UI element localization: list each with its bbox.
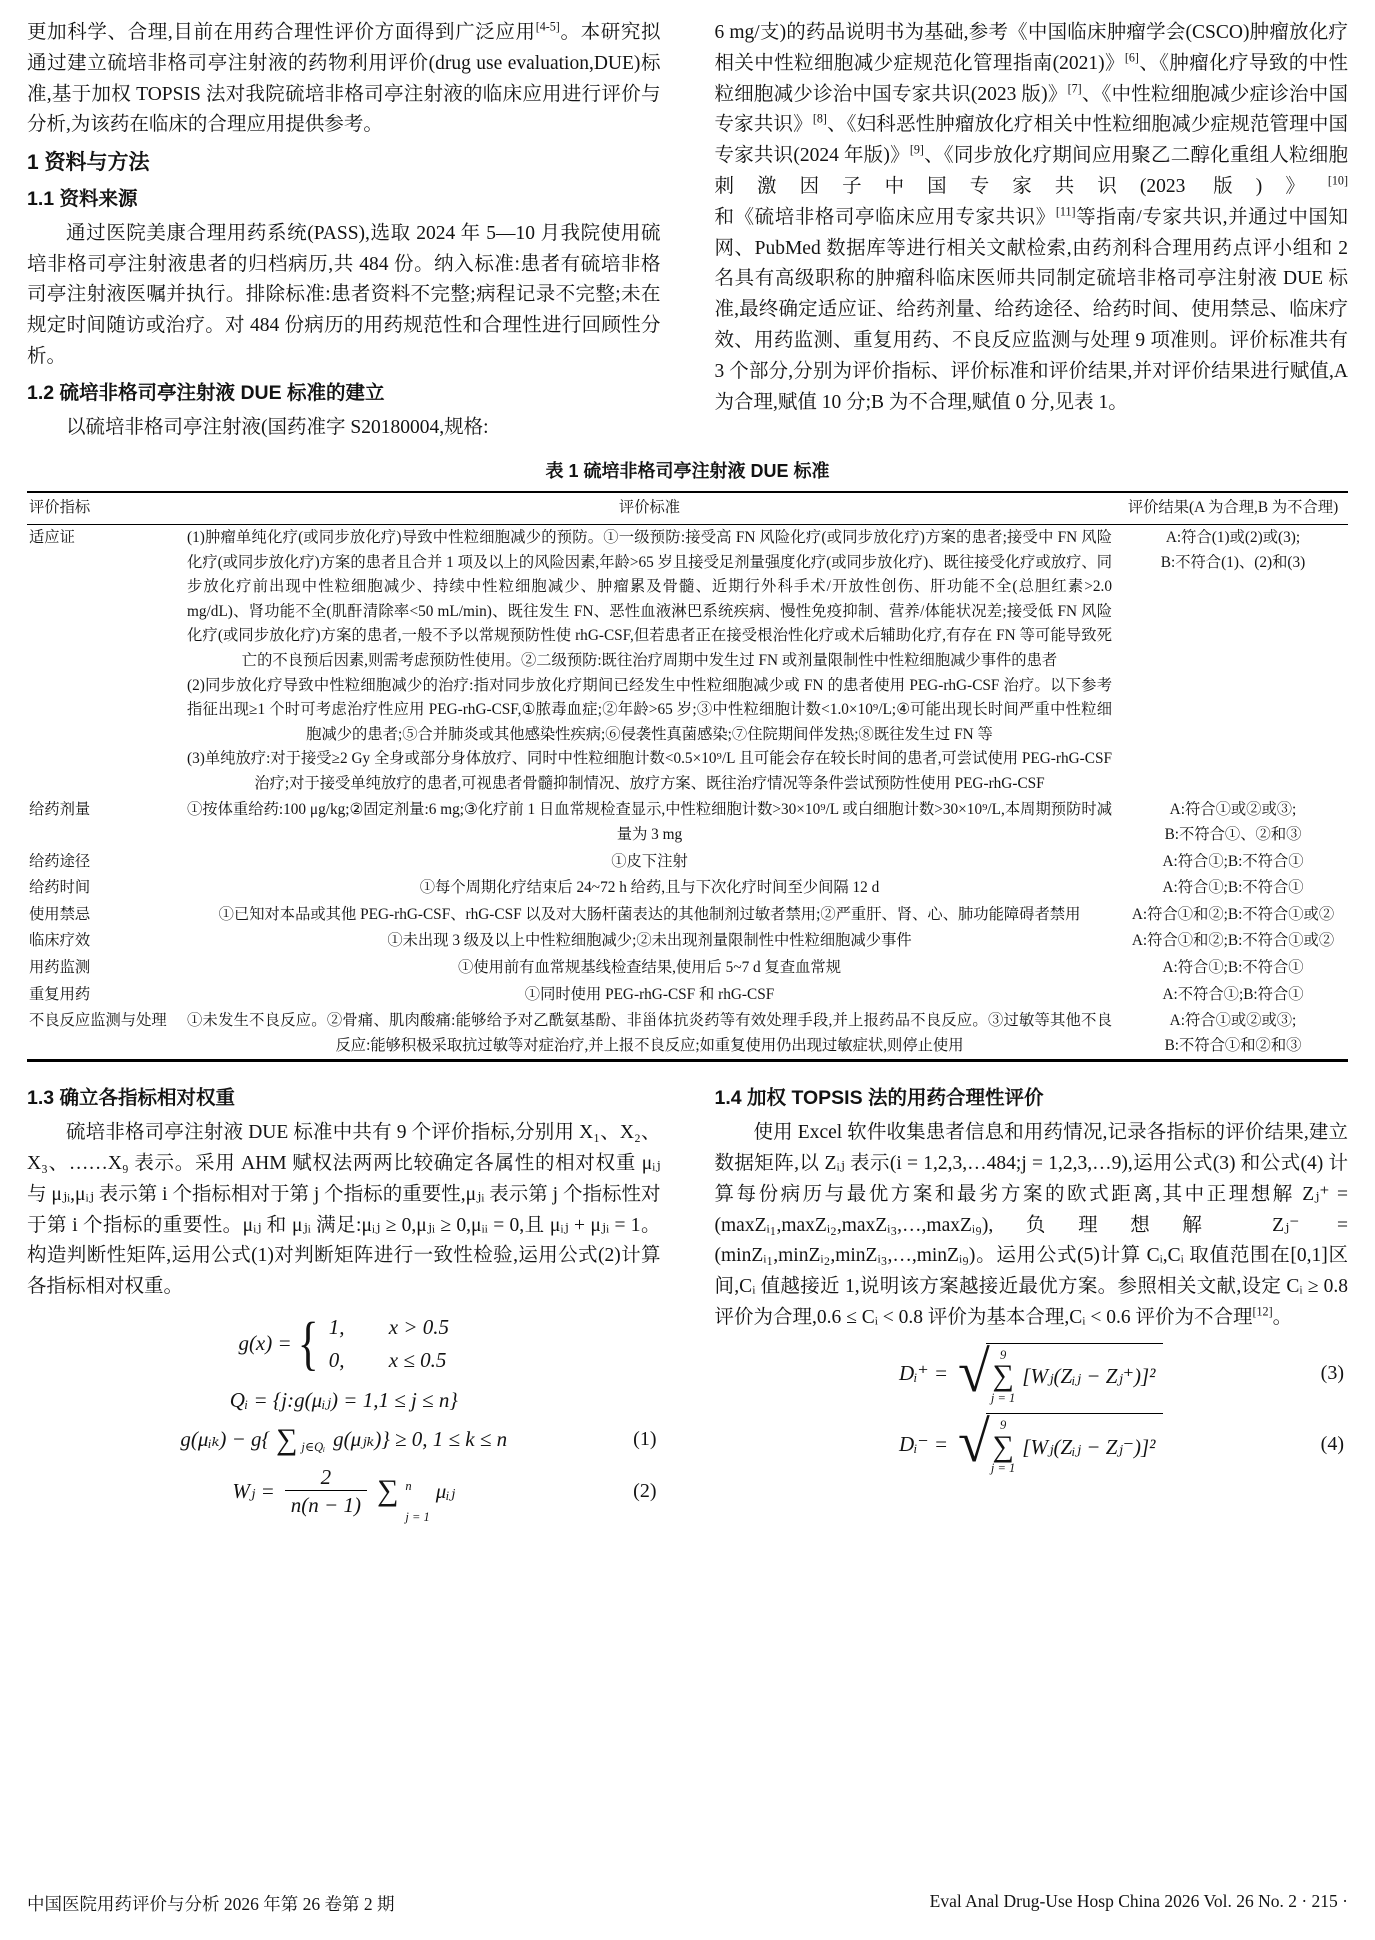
formula-pre: g(μᵢₖ) − g{ [180, 1427, 270, 1452]
criteria-cell [181, 850, 1118, 875]
result-cell [1118, 1009, 1348, 1058]
radicand [986, 1343, 1164, 1405]
right-column [715, 18, 1349, 443]
fraction-denominator: n(n − 1) [285, 1490, 367, 1518]
indicator-cell: 适应证 [29, 528, 75, 546]
formula-1 [27, 1424, 661, 1455]
result-line: A:符合①或②或③; [1169, 1012, 1297, 1030]
criteria-paragraph: ①每个周期化疗结束后 24~72 h 给药,且与下次化疗时间至少间隔 12 d [419, 879, 880, 897]
formula-lhs: Dᵢ⁻ = [899, 1431, 949, 1456]
formula-qi [27, 1385, 661, 1416]
formula-lhs: Dᵢ⁺ = [899, 1361, 949, 1386]
cases-body [329, 1312, 449, 1376]
table-title: 表 1 硫培非格司亭注射液 DUE 标准 [545, 461, 830, 482]
sigma-subscript: j∈Qᵢ [301, 1440, 326, 1455]
criteria-paragraph: ①未出现 3 级及以上中性粒细胞减少;②未出现剂量限制性中性粒细胞减少事件 [387, 932, 912, 950]
criteria-cell [181, 876, 1118, 901]
criteria-paragraph: (2)同步放化疗导致中性粒细胞减少的治疗:指对同步放化疗期间已经发生中性粒细胞减少或 FN 的患者使用 PEG-rhG-CSF 治疗。以下参考指征出现≥1 个时可考虑治疗性应用 PEG-rhG-CSF,①脓毒血症;②年龄>65 岁;③中性粒细胞计数<1.0×10⁹/L;④可能出现长时间严重中性粒细胞减少的患者;⑤合并肺炎或其他感染性疾病;⑥侵袭性真菌感染;⑦住院期间伴发热;⑧既往发生过 FN 等 [187, 676, 1112, 743]
result-line: A:符合①或②或③; [1169, 801, 1297, 819]
result-cell [1118, 798, 1348, 847]
result-line: A:符合(1)或(2)或(3); [1165, 528, 1301, 546]
criteria-paragraph: ①未发生不良反应。②骨痛、肌肉酸痛:能够给予对乙酰氨基酚、非甾体抗炎药等有效处理手段,并上报药品不良反应。③过敏等其他不良反应:能够积极采取抗过敏等对症治疗,并上报不良反应;如重复使用仍出现过敏症状,则停止使用 [187, 1012, 1112, 1054]
result-line: A:符合①;B:不符合① [1162, 879, 1304, 897]
indicator-cell: 重复用药 [29, 985, 91, 1003]
header-result: 评价结果(A 为合理,B 为不合理) [1127, 499, 1339, 517]
result-cell [1118, 526, 1348, 575]
brace-glyph: { [297, 1310, 319, 1377]
radicand [986, 1413, 1164, 1475]
criteria-paragraph: ①同时使用 PEG-rhG-CSF 和 rhG-CSF [524, 985, 775, 1003]
table-row [27, 982, 1348, 1009]
criteria-cell [181, 798, 1118, 847]
footer-journal-cn: 中国医院用药评价与分析 2026 年第 26 卷第 2 期 [27, 1894, 395, 1914]
table-1 [27, 457, 1348, 1062]
result-cell [1118, 929, 1348, 954]
formula-3 [715, 1338, 1349, 1405]
formula-body: Qᵢ = {j:g(μᵢⱼ) = 1,1 ≤ j ≤ n} [229, 1387, 458, 1412]
sigma-upper: 9 [999, 1418, 1007, 1433]
formula-post: g(μⱼₖ)} ≥ 0, 1 ≤ k ≤ n [333, 1427, 508, 1452]
indicator-cell: 给药时间 [29, 879, 91, 897]
section-heading-1-4: 1.4 加权 TOPSIS 法的用药合理性评价 [714, 1087, 1044, 1110]
fraction-numerator: 2 [320, 1465, 332, 1490]
table-row [27, 928, 1348, 955]
formula-block-1-3 [27, 1310, 661, 1525]
table-header-row [27, 493, 1348, 525]
formula-g-cases [27, 1312, 661, 1376]
result-cell [1118, 983, 1348, 1008]
criteria-paragraph: ①按体重给药:100 μg/kg;②固定剂量:6 mg;③化疗前 1 日血常规检查显示,中性粒细胞计数>30×10⁹/L 或白细胞计数>30×10⁹/L,本周期预防时减量为 3 mg [187, 801, 1112, 844]
criteria-cell [181, 526, 1118, 797]
paragraph-weights: 硫培非格司亭注射液 DUE 标准中共有 9 个评价指标,分别用 X₁、X₂、X₃、……X₉ 表示。采用 AHM 赋权法两两比较确定各属性的相对权重 μᵢⱼ 与 μⱼᵢ,μᵢⱼ 表示第 i 个指标相对于第 j 个指标的重要性,μⱼᵢ 表示第 j 个指标性对于第 i 个指标的重要性。μᵢⱼ 和 μⱼᵢ 满足:μᵢⱼ ≥ 0,μⱼᵢ ≥ 0,μᵢᵢ = 0,且 μᵢⱼ + μⱼᵢ = 1。构造判断性矩阵,运用公式(1)对判断矩阵进行一致性检验,运用公式(2)计算各指标相对权重。 [27, 1122, 661, 1298]
case-value: 1, [328, 1315, 345, 1339]
result-cell [1118, 876, 1348, 901]
case-value: 0, [328, 1347, 345, 1372]
table-row [27, 1008, 1348, 1059]
paragraph-topsis: 使用 Excel 软件收集患者信息和用药情况,记录各指标的评价结果,建立数据矩阵,以 Zᵢⱼ 表示(i = 1,2,3,…484;j = 1,2,3,…9),运用公式(3) 和公式(4) 计算每份病历与最优方案和最劣方案的欧式距离,其中正理想解 Zⱼ⁺ = (maxZᵢ₁,maxZᵢ₂,maxZᵢ₃,…,maxZᵢ₉),负理想解 Zⱼ⁻ = (minZᵢ₁,minZᵢ₂,minZᵢ₃,…,minZᵢ₉)。运用公式(5)计算 Cᵢ,Cᵢ 取值范围在[0,1]区间,Cᵢ 值越接近 1,说明该方案越接近最优方案。参照相关文献,设定 Cᵢ ≥ 0.8 评价为合理,0.6 ≤ Cᵢ < 0.8 评价为基本合理,Cᵢ < 0.6 评价为不合理[12]。 [714, 1122, 1348, 1328]
formula-block-1-4 [715, 1338, 1349, 1476]
section-heading-1-1: 1.1 资料来源 [27, 187, 138, 210]
header-criteria: 评价标准 [618, 499, 681, 517]
indicator-cell: 用药监测 [29, 959, 91, 977]
top-columns [27, 18, 1348, 443]
sigma-operator: ∑ [992, 1429, 1014, 1463]
case-row [329, 1312, 449, 1343]
left-column [27, 18, 661, 443]
table-row [27, 797, 1348, 848]
sigma-upper: n [405, 1479, 412, 1494]
table-row [27, 525, 1348, 798]
section-1-4 [715, 1078, 1349, 1527]
formula-lhs: Wⱼ = [232, 1479, 275, 1504]
paragraph-data-source: 通过医院美康合理用药系统(PASS),选取 2024 年 5—10 月我院使用硫培非格司亭注射液患者的归档病历,共 484 份。纳入标准:患者有硫培非格司亭注射液医嘱并执行。排除标准:患者资料不完整;病程记录不完整;未在规定时间随访或治疗。对 484 份病历的用药规范性和合理性进行回顾性分析。 [27, 222, 661, 367]
paragraph-intro: 更加科学、合理,目前在用药合理性评价方面得到广泛应用[4-5]。本研究拟通过建立硫培非格司亭注射液的药物利用评价(drug use evaluation,DUE)标准,基于加权 TOPSIS 法对我院硫培非格司亭注射液的临床应用进行评价与分析,为该药在临床的合理应用提供参考。 [27, 19, 661, 136]
sigma-upper: 9 [999, 1347, 1007, 1362]
paragraph-due-standard: 以硫培非格司亭注射液(国药准字 S20180004,规格: [66, 416, 489, 438]
equation-number: (1) [633, 1428, 657, 1451]
result-cell [1118, 956, 1348, 981]
page-footer [27, 1891, 1348, 1916]
result-line: B:不符合(1)、(2)和(3) [1160, 553, 1306, 571]
radical-glyph: √ [958, 1409, 990, 1475]
criteria-cell [181, 1009, 1118, 1058]
paragraph-references: 6 mg/支)的药品说明书为基础,参考《中国临床肿瘤学会(CSCO)肿瘤放化疗相关中性粒细胞减少症规范化管理指南(2021)》[6]、《肿瘤化疗导致的中性粒细胞减少诊治中国专家共识(2023 版)》[7]、《中性粒细胞减少症诊治中国专家共识》[8]、《妇科恶性肿瘤放化疗相关中性粒细胞减少症规范管理中国专家共识(2024 年版)》[9]、《同步放化疗期间应用聚乙二醇化重组人粒细胞刺激因子中国专家共识(2023 版)》[10]和《硫培非格司亭临床应用专家共识》[11]等指南/专家共识,并通过中国知网、PubMed 数据库等进行相关文献检索,由药剂科合理用药点评小组和 2 名具有高级职称的肿瘤科临床医师共同制定硫培非格司亭注射液 DUE 标准,最终确定适应证、给药剂量、给药途径、给药时间、使用禁忌、临床疗效、用药监测、重复用药、不良反应监测与处理 9 项准则。评价标准共有 3 个部分,分别为评价指标、评价标准和评价结果,并对评价结果进行赋值,A 为合理,赋值 10 分;B 为不合理,赋值 0 分,见表 1。 [714, 22, 1348, 413]
table-row [27, 902, 1348, 929]
case-condition: x ≤ 0.5 [388, 1347, 447, 1372]
table-row [27, 849, 1348, 876]
result-line: A:符合①;B:不符合① [1162, 852, 1304, 870]
sigma-operator: ∑ [992, 1359, 1014, 1393]
case-condition: x > 0.5 [388, 1315, 450, 1339]
result-line: A:符合①和②;B:不符合①或② [1131, 932, 1335, 950]
formula-body: [Wⱼ(Zᵢⱼ − Zⱼ⁺)]² [1022, 1364, 1156, 1389]
indicator-cell: 使用禁忌 [29, 905, 91, 923]
section-heading-1-2: 1.2 硫培非格司亭注射液 DUE 标准的建立 [27, 381, 385, 404]
sigma-operator: ∑ [275, 1422, 298, 1456]
sigma-lower: j = 1 [990, 1390, 1016, 1405]
criteria-paragraph: (3)单纯放疗:对于接受≥2 Gy 全身或部分身体放疗、同时中性粒细胞计数<0.5×10⁹/L 且可能会存在较长时间的患者,可尝试使用 PEG-rhG-CSF 治疗;对于接受单纯放疗的患者,可视患者骨髓抑制情况、放疗方案、既往治疗情况等条件尝试预防性使用 PEG-rhG-CSF [187, 750, 1112, 792]
criteria-cell [181, 983, 1118, 1008]
bottom-columns [27, 1078, 1348, 1527]
result-cell [1118, 903, 1348, 928]
sigma-lower: j = 1 [405, 1510, 430, 1525]
indicator-cell: 给药剂量 [29, 801, 91, 819]
sigma-limits [405, 1470, 430, 1525]
result-line: B:不符合①和②和③ [1164, 1036, 1302, 1054]
sigma-with-limits [991, 1349, 1015, 1405]
due-table [27, 491, 1348, 1062]
square-root [958, 1409, 1163, 1476]
equation-number: (2) [633, 1480, 657, 1503]
equation-number: (4) [1320, 1432, 1344, 1455]
indicator-cell: 临床疗效 [29, 932, 91, 950]
footer-journal-en: Eval Anal Drug-Use Hosp China 2026 Vol. 26 No. 2 · 215 · [929, 1891, 1348, 1911]
formula-body: [Wⱼ(Zᵢⱼ − Zⱼ⁻)]² [1022, 1434, 1156, 1459]
formula-4 [715, 1409, 1349, 1476]
formula-2 [27, 1464, 661, 1525]
criteria-cell [181, 929, 1118, 954]
square-root [958, 1338, 1163, 1405]
header-indicator: 评价指标 [29, 499, 91, 517]
case-row [329, 1345, 449, 1376]
indicator-cell: 给药途径 [29, 852, 91, 870]
criteria-cell [181, 956, 1118, 981]
table-row [27, 875, 1348, 902]
result-line: A:符合①和②;B:不符合①或② [1131, 905, 1335, 923]
criteria-paragraph: ①使用前有血常规基线检查结果,使用后 5~7 d 复查血常规 [457, 959, 842, 977]
result-cell [1118, 850, 1348, 875]
criteria-paragraph: ①已知对本品或其他 PEG-rhG-CSF、rhG-CSF 以及对大肠杆菌表达的其他制剂过敏者禁用;②严重肝、肾、心、肺功能障碍者禁用 [218, 905, 1081, 923]
table-row [27, 955, 1348, 982]
result-line: A:符合①;B:不符合① [1162, 959, 1304, 977]
result-line: B:不符合①、②和③ [1164, 826, 1302, 844]
section-heading-1-3: 1.3 确立各指标相对权重 [27, 1087, 236, 1110]
fraction [285, 1464, 367, 1519]
radical-glyph: √ [958, 1338, 990, 1404]
sigma-operator: ∑ [376, 1474, 399, 1508]
section-heading-1: 1 资料与方法 [27, 151, 150, 175]
criteria-paragraph: ①皮下注射 [611, 852, 688, 870]
equation-number: (3) [1320, 1362, 1344, 1385]
criteria-paragraph: (1)肿瘤单纯化疗(或同步放化疗)导致中性粒细胞减少的预防。①一级预防:接受高 FN 风险化疗(或同步放化疗)方案的患者;接受中 FN 风险化疗(或同步放化疗)方案的患者且合并 1 项及以上的风险因素,年龄>65 岁且接受足剂量强度化疗(或同步放化疗)、既往接受化疗或放疗、同步放化疗前出现中性粒细胞减少、持续中性粒细胞减少、肿瘤累及骨髓、近期行外科手术/开放性创伤、肝功能不全(总胆红素>2.0 mg/dL)、肾功能不全(肌酐清除率<50 mL/min)、既往发生 FN、恶性血液淋巴系统疾病、慢性免疫抑制、营养/体能状况差;接受低 FN 风险化疗(或同步放化疗)方案的患者,一般不予以常规预防性使 rhG-CSF,但若患者正在接受根治性化疗或术后辅助化疗,有存在 FN 等可能导致死亡的不良预后因素,则需考虑预防性使用。②二级预防:既往治疗周期中发生过 FN 或剂量限制性中性粒细胞减少事件的患者 [187, 528, 1112, 669]
formula-lhs: g(x) = [238, 1331, 292, 1356]
sigma-with-limits [991, 1419, 1015, 1475]
section-1-3 [27, 1078, 661, 1527]
indicator-cell: 不良反应监测与处理 [29, 1012, 167, 1030]
criteria-cell [181, 903, 1118, 928]
sigma-lower: j = 1 [990, 1461, 1016, 1476]
result-line: A:不符合①;B:符合① [1162, 985, 1304, 1003]
formula-post: μᵢⱼ [435, 1479, 456, 1504]
